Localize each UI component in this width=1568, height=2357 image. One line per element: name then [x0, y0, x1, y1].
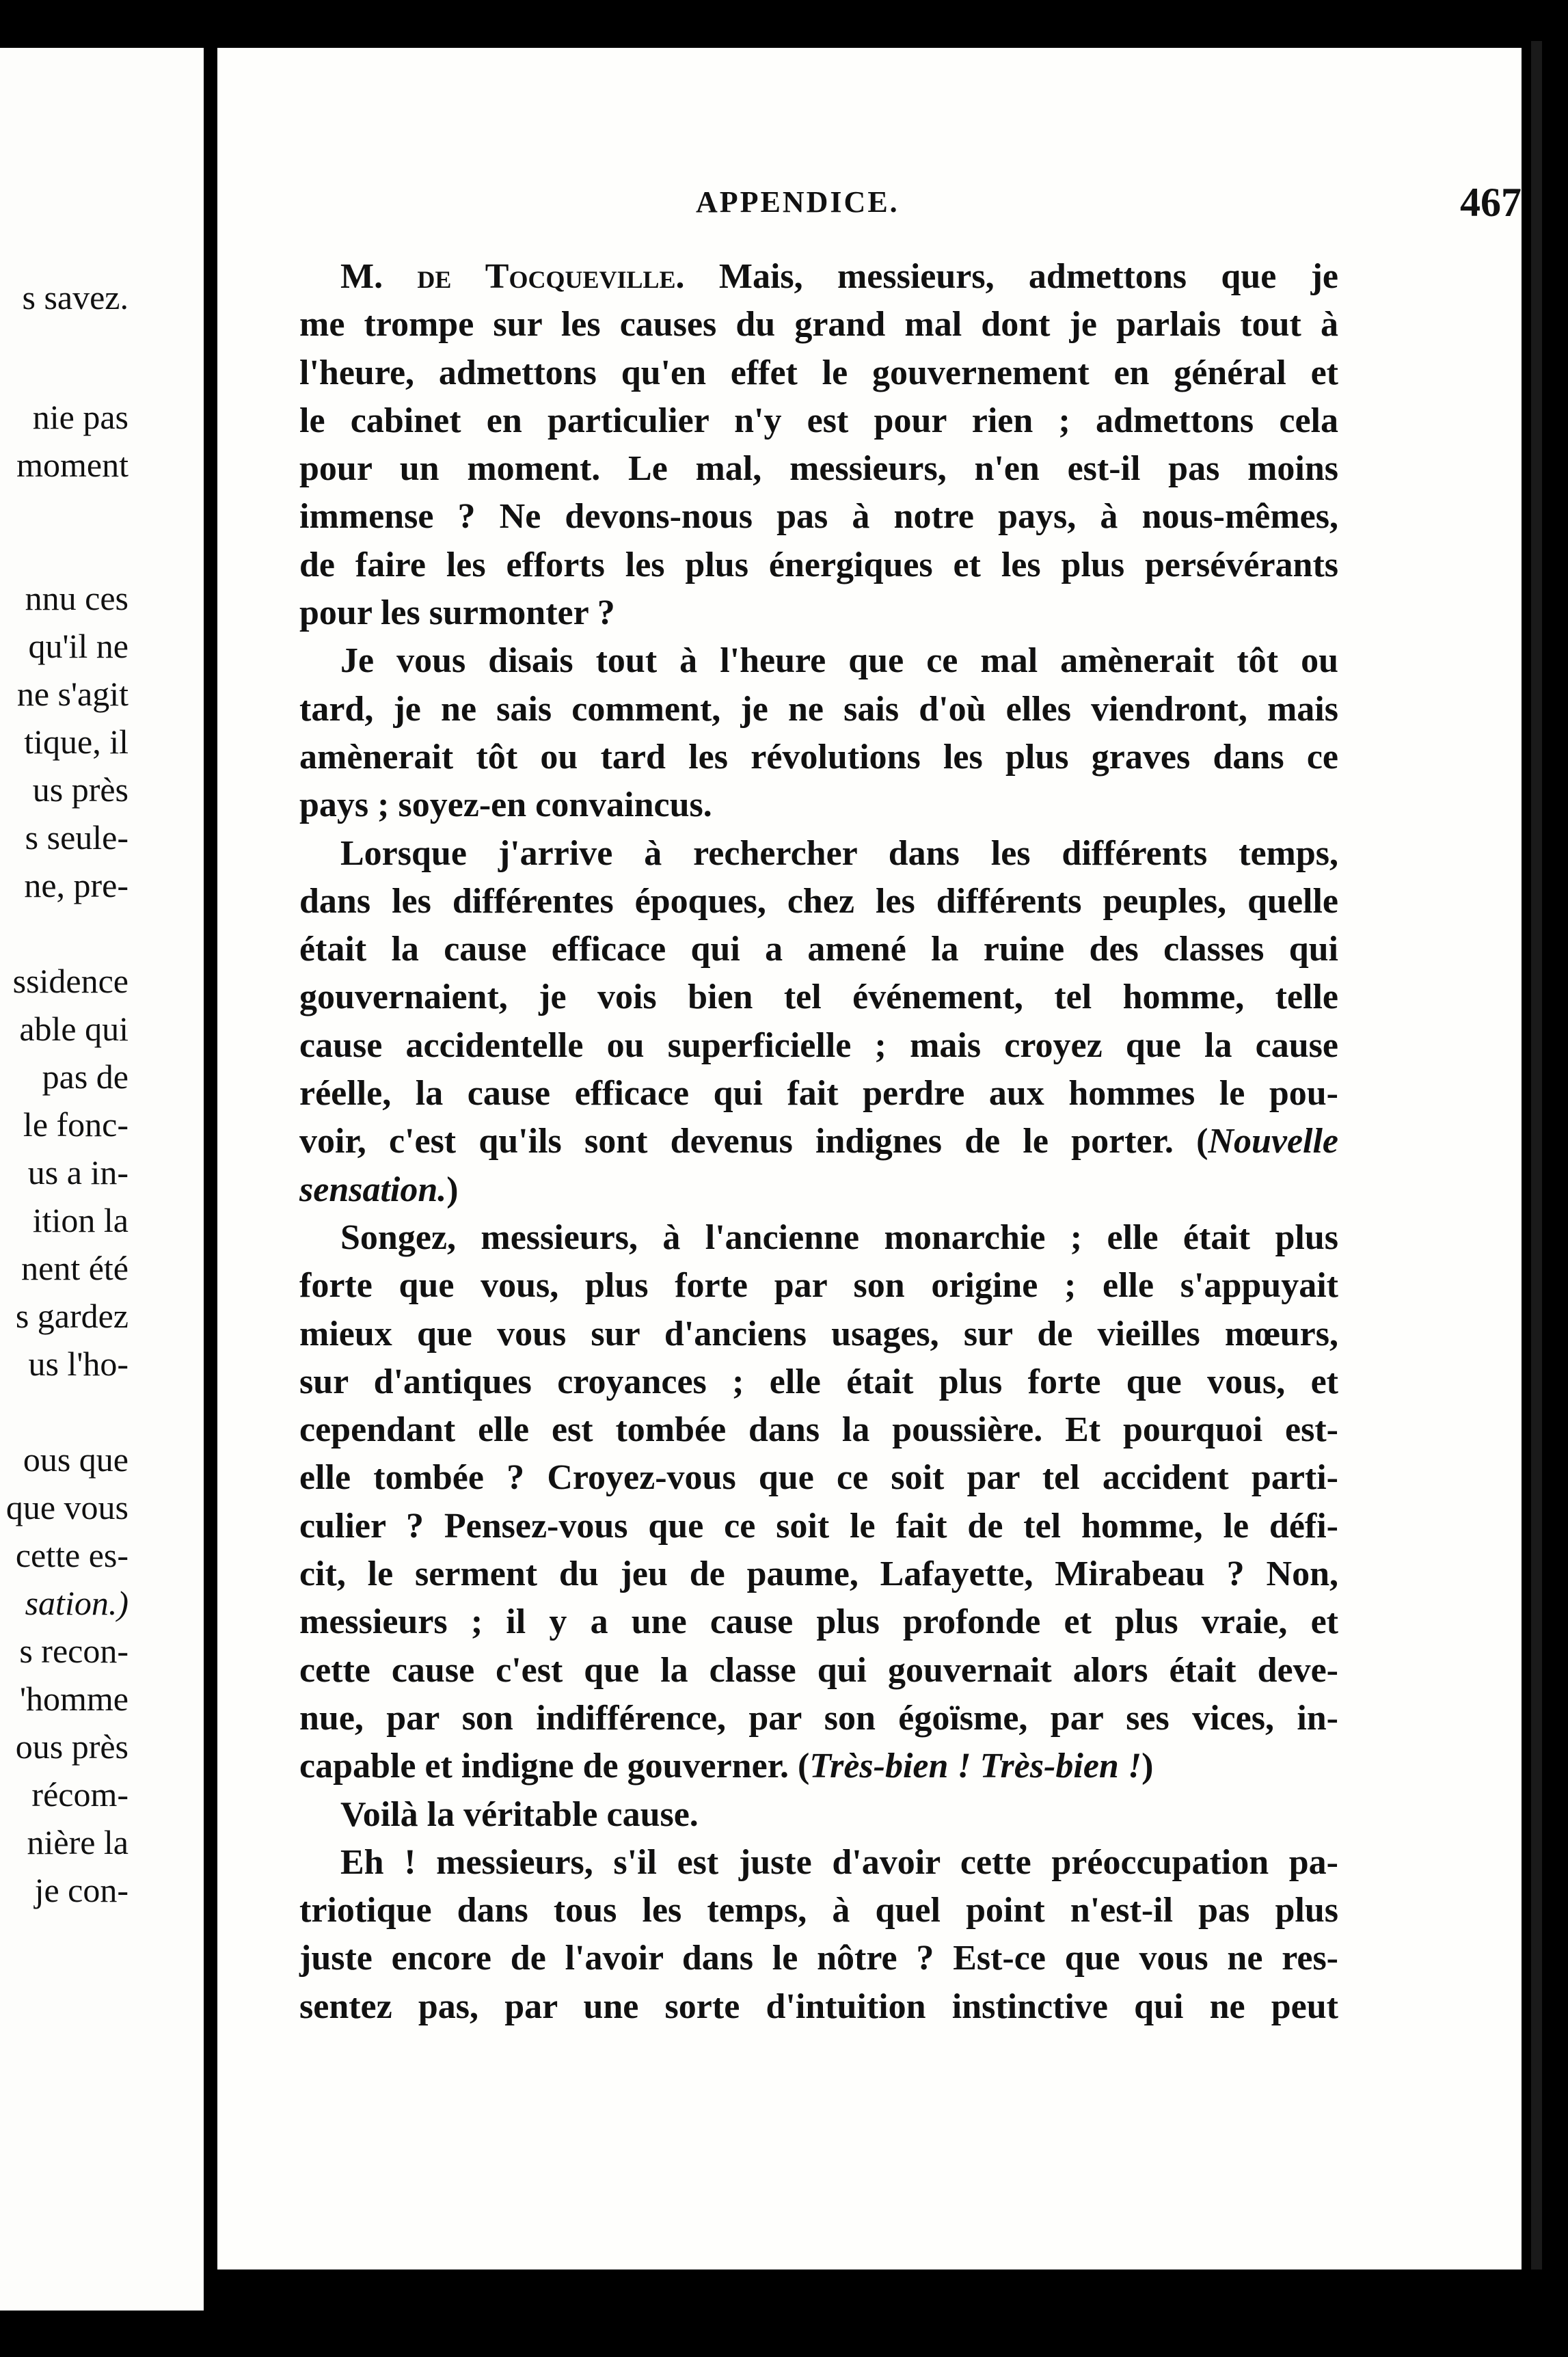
left-page-line: le fonc- — [23, 1105, 129, 1144]
text-span: ) — [446, 1170, 459, 1209]
book-page — [217, 48, 1522, 2270]
left-page-line: pas de — [42, 1058, 129, 1096]
left-page-line: s savez. — [22, 278, 129, 316]
text-span: capable et indigne de gouverner. ( — [299, 1747, 810, 1786]
text-line: tard, je ne sais comment, je ne sais d'où elles viendront, mais — [299, 689, 1338, 729]
text-line: messieurs ; il y a une cause plus profonde et plus vraie, et — [299, 1602, 1338, 1642]
left-page-line: us a in- — [27, 1153, 129, 1191]
left-page-line: récom- — [31, 1775, 129, 1814]
left-page-line: us l'ho- — [28, 1345, 129, 1383]
left-page-line: qu'il ne — [28, 627, 129, 665]
text-line: le cabinet en particulier n'y est pour rien ; admettons cela — [299, 401, 1338, 440]
left-page-line: able qui — [19, 1010, 129, 1048]
left-page-line: nnu ces — [25, 579, 129, 617]
left-page-line: ne, pre- — [24, 866, 129, 904]
running-head: APPENDICE. — [696, 185, 900, 219]
left-page-line: moment — [16, 446, 129, 484]
text-line: Voilà la véritable cause. — [340, 1794, 699, 1834]
text-line: était la cause efficace qui a amené la ruine des classes qui — [299, 930, 1338, 969]
text-line: réelle, la cause efficace qui fait perdre aux hommes le pou- — [299, 1074, 1338, 1114]
text-line: mieux que vous sur d'anciens usages, sur de vieilles mœurs, — [299, 1314, 1338, 1353]
left-page-line: nent été — [21, 1249, 129, 1287]
text-line: Lorsque j'arrive à rechercher dans les différents temps, — [340, 833, 1338, 873]
text-line — [299, 253, 1338, 301]
page-body — [299, 253, 1338, 2031]
page-header — [217, 180, 1522, 239]
text-line: Eh ! messieurs, s'il est juste d'avoir cette préoccupation pa- — [340, 1842, 1338, 1882]
text-span: ) — [1141, 1747, 1154, 1786]
text-line: sentez pas, par une sorte d'intuition instinctive qui ne peut — [299, 1986, 1338, 2026]
text-line: amènerait tôt ou tard les révolutions les plus graves dans ce — [299, 737, 1338, 777]
left-page-line: us près — [32, 770, 129, 809]
left-page-line: nière la — [27, 1823, 129, 1861]
italic-span: Très-bien ! Très-bien ! — [809, 1747, 1142, 1786]
text-line: juste encore de l'avoir dans le nôtre ? Est-ce que vous ne res- — [299, 1939, 1338, 1978]
text-line: cependant elle est tombée dans la poussière. Et pourquoi est- — [299, 1410, 1338, 1450]
left-page-fragment — [0, 48, 204, 2311]
text-line: de faire les efforts les plus énergiques et les plus persévérants — [299, 545, 1338, 584]
text-line: gouvernaient, je vois bien tel événement, tel homme, telle — [299, 978, 1338, 1017]
text-line — [299, 1166, 1338, 1214]
text-span: Mais, messieurs, admettons que je — [684, 257, 1338, 296]
text-line — [299, 1118, 1338, 1166]
text-line: pour les surmonter ? — [299, 593, 615, 633]
text-line: immense ? Ne devons-nous pas à notre pays, à nous-mêmes, — [299, 497, 1338, 537]
text-line: triotique dans tous les temps, à quel point n'est-il pas plus — [299, 1891, 1338, 1930]
text-span: voir, c'est qu'ils sont devenus indignes de le porter. ( — [299, 1122, 1208, 1161]
text-line: Songez, messieurs, à l'ancienne monarchie ; elle était plus — [340, 1217, 1338, 1257]
text-line: culier ? Pensez-vous que ce soit le fait de tel homme, le défi- — [299, 1506, 1338, 1546]
text-line: cit, le serment du jeu de paume, Lafayette, Mirabeau ? Non, — [299, 1554, 1338, 1594]
text-line: Je vous disais tout à l'heure que ce mal amènerait tôt ou — [340, 641, 1338, 681]
italic-span: sensation. — [299, 1170, 447, 1209]
left-page-line: que vous — [5, 1488, 129, 1526]
left-page-line: ssidence — [12, 962, 129, 1000]
page-number: 467 — [1460, 180, 1522, 225]
text-line — [299, 1742, 1338, 1790]
left-page-line: nie pas — [32, 398, 129, 436]
left-page-line: sation.) — [25, 1584, 129, 1622]
left-page-line: s recon- — [19, 1632, 129, 1670]
left-page-line: cette es- — [15, 1536, 129, 1574]
left-page-line: s seule- — [25, 818, 129, 857]
text-line: nue, par son indifférence, par son égoïsme, par ses vices, in- — [299, 1698, 1338, 1738]
text-line: l'heure, admettons qu'en effet le gouvernement en général et — [299, 353, 1338, 392]
left-page-line: s gardez — [15, 1297, 129, 1335]
text-line: pour un moment. Le mal, messieurs, n'en est-il pas moins — [299, 449, 1338, 489]
speaker-name: M. de Tocqueville. — [340, 257, 685, 296]
text-line: me trompe sur les causes du grand mal dont je parlais tout à — [299, 305, 1338, 345]
left-page-line: ition la — [32, 1201, 129, 1239]
text-line: sur d'antiques croyances ; elle était plus forte que vous, et — [299, 1362, 1338, 1401]
left-page-line: ous près — [15, 1727, 129, 1766]
text-line: cause accidentelle ou superficielle ; mais croyez que la cause — [299, 1025, 1338, 1065]
text-line: forte que vous, plus forte par son origine ; elle s'appuyait — [299, 1266, 1338, 1306]
text-line: elle tombée ? Croyez-vous que ce soit par tel accident parti- — [299, 1458, 1338, 1498]
text-line: dans les différentes époques, chez les différents peuples, quelle — [299, 881, 1338, 921]
left-page-line: je con- — [34, 1871, 129, 1909]
left-page-line: ne s'agit — [16, 675, 129, 713]
text-line: pays ; soyez-en convaincus. — [299, 785, 712, 825]
page-edge-divider — [1531, 41, 1542, 2270]
italic-span: Nouvelle — [1208, 1122, 1338, 1161]
left-page-line: tique, il — [24, 723, 129, 761]
left-page-line: 'homme — [20, 1680, 129, 1718]
text-line: cette cause c'est que la classe qui gouvernait alors était deve- — [299, 1650, 1338, 1690]
left-page-line: ous que — [23, 1440, 129, 1479]
